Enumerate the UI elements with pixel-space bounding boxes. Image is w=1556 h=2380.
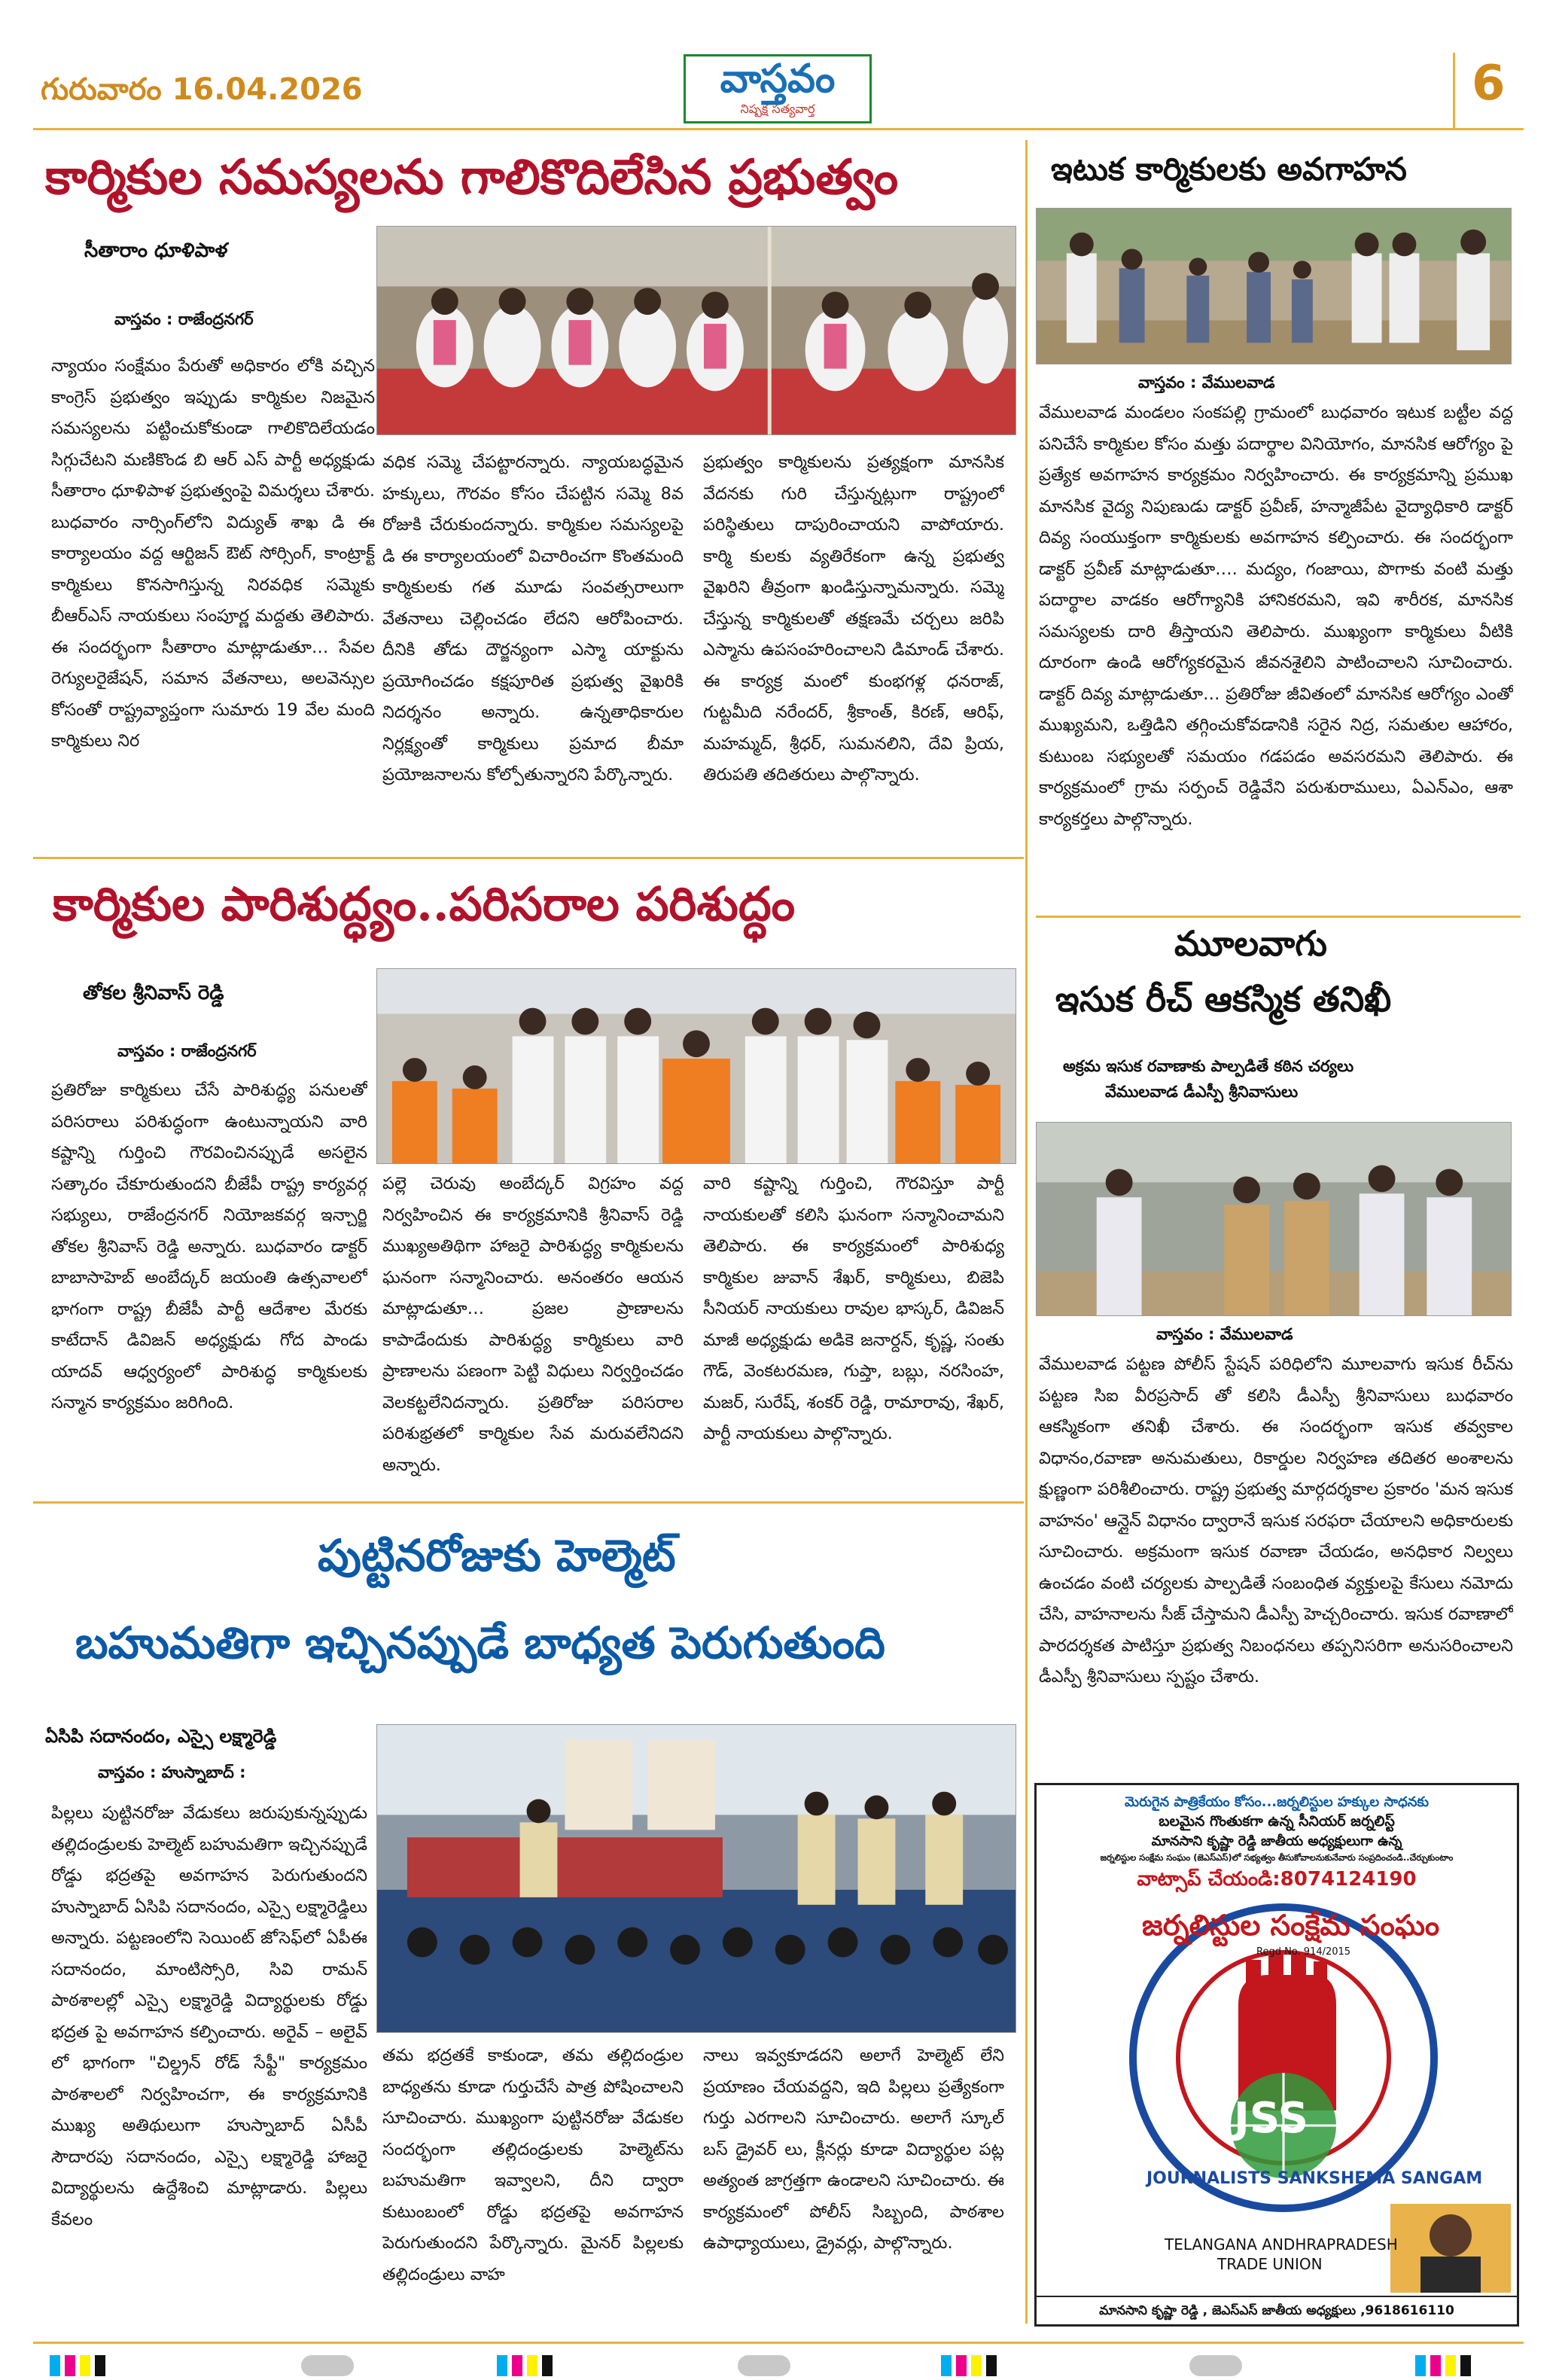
- swatch: [738, 2355, 790, 2376]
- swatch: [50, 2355, 60, 2376]
- ad-union-line1: TELANGANA ANDHRAPRADESH: [1165, 2235, 1398, 2254]
- swatch: [497, 2355, 507, 2376]
- swatch: [971, 2355, 982, 2376]
- logo-title: వాస్తవం: [720, 56, 836, 102]
- article5-headline-line1: పుట్టినరోజుకు హెల్మెట్: [318, 1530, 676, 1581]
- jss-advertisement: [1034, 1783, 1519, 2327]
- masthead-logo: [684, 54, 872, 123]
- swatch: [1430, 2355, 1441, 2376]
- article3-byline: తోకల శ్రీనివాస్ రెడ్డి: [83, 982, 224, 1004]
- swatch: [956, 2355, 967, 2376]
- article5-photo: [376, 1724, 1016, 2033]
- article1-col2: వధిక సమ్మె చేపట్టారన్నారు. న్యాయబద్ధమైన హక్కులు, గౌరవం కోసం చేపట్టిన సమ్మె 8వ రోజుకి చేరుకుందన్నారు. కార్మికుల సమస్యలపై డి ఈ కార్యాలయంలో విచారించగా కొంతమంది కార్మికులకు గత మూడు సంవత్సరాలుగా వేతనాలు చెల్లించడం లేదని ఆరోపించారు. దీనికి తోడు దౌర్జన్యంగా ఎస్మా యాక్టును ప్రయోగించడం కక్షపూరిత ప్రభుత్వ వైఖరికి నిదర్శనం అన్నారు. ఉన్నతాధికారుల నిర్లక్ష్యంతో కార్మికులు ప్రమాద బీమా ప్రయోజనాలను కోల్పోతున్నారని పేర్కొన్నారు.: [382, 453, 684, 785]
- ad-line3: మానసాని కృష్ణా రెడ్డి జాతీయ అధ్యక్షులుగా ఉన్న: [1151, 1833, 1402, 1849]
- swatch: [80, 2355, 90, 2376]
- article5-col1: పిల్లలు పుట్టినరోజు వేడుకలు జరుపుకున్నప్పుడు తల్లిదండ్రులకు హెల్మెట్ బహుమతిగా ఇచ్చినప్పుడే రోడ్డు భద్రతపై అవగాహన పెరుగుతుందని హుస్నాబాద్ ఏసిపి సదానందం, ఎస్సై లక్ష్మారెడ్డిలు అన్నారు. పట్టణంలోని సెయింట్ జోసెఫ్‌లో ఏపీఈ సదానందం, మాంటిస్సోరి, సివి రామన్ పాఠశాలల్లో ఎస్సై లక్ష్మారెడ్డి విద్యార్థులకు రోడ్డు భద్రత పై అవగాహన కల్పించారు. అరైవ్ – అలైవ్ లో భాగంగా "చిల్డ్రన్ రోడ్ సేఫ్టీ" కార్యక్రమం పాఠశాలలో నిర్వహించగా, ఈ కార్యక్రమానికి ముఖ్య అతిథులుగా హుస్నాబాద్ ఏసీపీ సౌదారపు సదానందం, ఎస్సై లక్ష్మారెడ్డి హాజరై విద్యార్థులను ఉద్దేశించి మాట్లాడారు. పిల్లలు కేవలం: [51, 1803, 367, 2229]
- page-number: 6: [1472, 56, 1506, 111]
- article1-rule: [33, 857, 1024, 859]
- ad-portrait: [1390, 2204, 1511, 2293]
- article1-col1: న్యాయం సంక్షేమం పేరుతో అధికారం లోకి వచ్చిన కాంగ్రెస్ ప్రభుత్వం ఇప్పుడు కార్మికుల నిజమైన సమస్యలను పట్టించుకోకుండా గాలికొదిలేయడం సిగ్గుచేటని మణికొండ బి ఆర్ ఎస్ పార్టీ అధ్యక్షుడు సీతారాం ధూళిపాళ ప్రభుత్వంపై విమర్శలు చేశారు. బుధవారం నార్సింగ్‌లోని విద్యుత్ శాఖ డి ఈ కార్యాలయం వద్ద ఆర్టిజన్ ఔట్ సోర్సింగ్, కాంట్రాక్ట్ కార్మికులు కొనసాగిస్తున్న నిరవధిక సమ్మెకు బీఆర్ఎస్ నాయకులు సంపూర్ణ మద్దతు తెలిపారు. ఈ సందర్భంగా సీతారాం మాట్లాడుతూ… సేవల రెగ్యులరైజేషన్, సమాన వేతనాలు, అలవెన్సుల కోసంతో రాష్ట్రవ్యాప్తంగా సుమారు 19 వేల మంది కార్మికులు నిర: [51, 356, 375, 751]
- print-registration-bar: [0, 2340, 1556, 2380]
- ad-regd: Regd No. 914/2015: [1256, 1946, 1351, 1958]
- issue-date: గురువారం 16.04.2026: [41, 72, 363, 107]
- swatch: [1415, 2355, 1426, 2376]
- ad-ring-text: JOURNALISTS SANKSHEMA SANGAM: [1146, 2169, 1483, 2188]
- article4-subhead2: వేములవాడ డీఎస్పీ శ్రీనివాసులు: [1105, 1083, 1299, 1101]
- article1-byline: సీతారాం ధూళిపాళ: [84, 239, 228, 262]
- article2-rule: [1036, 916, 1521, 918]
- swatch: [301, 2355, 354, 2376]
- logo-tagline: నిష్పక్ష సత్యవార్త: [740, 102, 815, 116]
- article5-col2: తమ భద్రతకే కాకుండా, తమ తల్లిదండ్రుల బాధ్యతను కూడా గుర్తుచేసే పాత్ర పోషించాలని సూచించారు. ముఖ్యంగా పుట్టినరోజు వేడుకల సందర్భంగా తల్లిదండ్రులకు హెల్మెట్‌ను బహుమతిగా ఇవ్వాలని, దీని ద్వారా కుటుంబంలో రోడ్డు భద్రతపై అవగాహన పెరుగుతుందని పేర్కొన్నారు. మైనర్ పిల్లలకు తల్లిదండ్రులు వాహ: [382, 2046, 684, 2284]
- article2-headline: ఇటుక కార్మికులకు అవగాహన: [1051, 151, 1407, 187]
- article4-photo: [1036, 1122, 1512, 1316]
- ad-jss-mark: JSS: [1234, 2094, 1308, 2143]
- article2-dateline: వాస్తవం : వేములవాడ: [1138, 373, 1275, 392]
- article3-photo: [376, 968, 1016, 1164]
- swatch: [986, 2355, 997, 2376]
- article3-headline: కార్మికుల పారిశుద్ధ్యం..పరిసరాల పరిశుద్ధం: [53, 876, 796, 931]
- article2-body: వేములవాడ మండలం సంకపల్లి గ్రామంలో బుధవారం ఇటుక బట్టీల వద్ద పనిచేసే కార్మికుల కోసం మత్తు పదార్థాల వినియోగం, మానసిక ఆరోగ్యం పై ప్రత్యేక అవగాహన కార్యక్రమం నిర్వహించారు. ఈ కార్యక్రమాన్ని ప్రముఖ మానసిక వైద్య నిపుణుడు డాక్టర్ ప్రవీణ్, హన్మాజీపేట వైద్యాధికారి డాక్టర్ దివ్య సంయుక్తంగా కార్మికులకు అవగాహన కల్పించారు. ఈ సందర్భంగా డాక్టర్ ప్రవీణ్ మాట్లాడుతూ…. మద్యం, గంజాయి, పొగాకు వంటి మత్తు పదార్థాల వాడకం ఆరోగ్యానికి హానికరమని, ఇవి శారీరక, మానసిక సమస్యలకు దారి తీస్తాయని తెలిపారు. ముఖ్యంగా కార్మికులు వీటికి దూరంగా ఉండి ఆరోగ్యకరమైన జీవనశైలిని పాటించాలని సూచించారు. డాక్టర్ దివ్య మాట్లాడుతూ… ప్రతిరోజు జీవితంలో మానసిక ఆరోగ్యం ఎంతో ముఖ్యమని, ఒత్తిడిని తగ్గించుకోవడానికి సరైన నిద్ర, సమతుల ఆహారం, కుటుంబ సభ్యులతో సమయం గడపడం అవసరమని తెలిపారు. ఈ కార్యక్రమంలో గ్రామ సర్పంచ్ రెడ్డివేని పరుశురాములు, ఏఎన్ఎం, ఆశా కార్యకర్తలు పాల్గొన్నారు.: [1039, 403, 1513, 829]
- article4-dateline: వాస్తవం : వేములవాడ: [1156, 1325, 1293, 1343]
- article5-dateline: వాస్తవం : హుస్నాబాద్ :: [98, 1763, 246, 1781]
- article3-col2: పల్లె చెరువు అంబేద్కర్ విగ్రహం వద్ద నిర్వహించిన ఈ కార్యక్రమానికి శ్రీనివాస్ రెడ్డి ముఖ్యఅతిథిగా హాజరై పారిశుద్ధ్య కార్మికులను ఘనంగా సన్మానించారు. అనంతరం ఆయన మాట్లాడుతూ… ప్రజల ప్రాణాలను కాపాడేందుకు పారిశుద్ధ్య కార్మికులు వారి ప్రాణాలను పణంగా పెట్టి విధులు నిర్వర్తించడం వెలకట్టలేనిదన్నారు. ప్రతిరోజు పరిసరాల పరిశుభ్రతలో కార్మికుల సేవ మరువలేనిదని అన్నారు.: [382, 1174, 684, 1475]
- swatch: [95, 2355, 105, 2376]
- article5-col3: నాలు ఇవ్వకూడదని అలాగే హెల్మెట్ లేని ప్రయాణం చేయవద్దని, ఇది పిల్లలు ప్రత్యేకంగా గుర్తు ఎరగాలని సూచించారు. అలాగే స్కూల్ బస్ డ్రైవర్ లు, క్లీనర్లు కూడా విద్యార్థుల పట్ల అత్యంత జాగ్రత్తగా ఉండాలని సూచించారు. ఈ కార్యక్రమంలో పోలీస్ సిబ్బంది, పాఠశాల ఉపాధ్యాయులు, డ్రైవర్లు, పాల్గొన్నారు.: [703, 2046, 1004, 2253]
- column-divider: [1025, 140, 1028, 2324]
- ad-footer: మానసాని కృష్ణా రెడ్డి , జెఎస్ఎస్ జాతీయ అధ్యక్షులు ,9618616110: [1037, 2296, 1517, 2324]
- article4-headline-line2: ఇసుక రీచ్ ఆకస్మిక తనిఖీ: [1055, 979, 1392, 1019]
- swatch: [512, 2355, 522, 2376]
- article2-photo: [1036, 208, 1512, 364]
- article4-body: వేములవాడ పట్టణ పోలీస్ స్టేషన్ పరిధిలోని మూలవాగు ఇసుక రీచ్‌ను పట్టణ సిఐ వీరప్రసాద్ తో కలిసి డీఎస్పీ శ్రీనివాసులు బుధవారం ఆకస్మికంగా తనిఖీ చేశారు. ఈ సందర్భంగా ఇసుక తవ్వకాల విధానం,రవాణా అనుమతులు, రికార్డుల నిర్వహణ తదితర అంశాలను క్షుణ్ణంగా పరిశీలించారు. రాష్ట్ర ప్రభుత్వ మార్గదర్శకాల ప్రకారం 'మన ఇసుక వాహనం' ఆన్లైన్ విధానం ద్వారానే ఇసుక సరఫరా చేయాలని అధికారులకు సూచించారు. అక్రమంగా ఇసుక రవాణా చేయడం, అనధికార నిల్వలు ఉంచడం వంటి చర్యలకు పాల్పడితే సంబంధిత వ్యక్తులపై కేసులు నమోదు చేసి, వాహనాలను సీజ్ చేస్తామని డీఎస్పీ హెచ్చరించారు. ఇసుక రవాణాలో పారదర్శకత పాటిస్తూ ప్రభుత్వ నిబంధనలు తప్పనిసరిగా అనుసరించాలని డీఎస్పీ శ్రీనివాసులు స్పష్టం చేశారు.: [1039, 1355, 1513, 1687]
- article5-headline-line2: బహుమతిగా ఇచ్చినప్పుడే బాధ్యత పెరుగుతుంది: [75, 1617, 885, 1668]
- article4-headline-line1: మూలవాగు: [1174, 923, 1327, 964]
- footer-rule: [33, 2342, 1524, 2344]
- swatch: [941, 2355, 952, 2376]
- article1-headline: కార్మికుల సమస్యలను గాలికొదిలేసిన ప్రభుత్వం: [45, 149, 899, 206]
- article5-byline: ఏసిపి సదానందం, ఎస్సై లక్ష్మారెడ్డి: [45, 1726, 277, 1747]
- swatch: [527, 2355, 537, 2376]
- article3-dateline: వాస్తవం : రాజేంద్రనగర్: [117, 1042, 257, 1060]
- header-divider: [1453, 53, 1455, 128]
- header-rule: [33, 128, 1524, 130]
- ad-union-line2: TRADE UNION: [1217, 2255, 1323, 2273]
- swatch: [1460, 2355, 1471, 2376]
- swatch: [1189, 2355, 1242, 2376]
- article3-col1: ప్రతిరోజు కార్మికులు చేసే పారిశుద్ధ్య పనులతో పరిసరాలు పరిశుద్ధంగా ఉంటున్నాయని వారి కష్టాన్ని గుర్తించి గౌరవించినప్పుడే అసలైన సత్కారం చేకూరుతుందని బీజేపీ రాష్ట్ర కార్యవర్గ సభ్యులు, రాజేంద్రనగర్ నియోజకవర్గ ఇన్చార్జి తోకల శ్రీనివాస్ రెడ్డి అన్నారు. బుధవారం డాక్టర్ బాబాసాహెబ్ అంబేద్కర్ జయంతి ఉత్సవాలలో భాగంగా రాష్ట్ర బీజేపీ పార్టీ ఆదేశాల మేరకు కాటేదాన్ డివిజన్ అధ్యక్షుడు గోద పాండు యాదవ్ ఆధ్వర్యంలో పారిశుద్ధ కార్మికులకు సన్మాన కార్యక్రమం జరిగింది.: [51, 1080, 367, 1412]
- article1-photo: [376, 226, 1016, 435]
- ad-whatsapp: వాట్సాప్ చేయండి:8074124190: [1137, 1868, 1417, 1891]
- ad-arc-text: జర్నలిస్టుల సంక్షేమ సంఘం: [1142, 1909, 1440, 1942]
- swatch: [542, 2355, 553, 2376]
- article1-col3: ప్రభుత్వం కార్మికులను ప్రత్యక్షంగా మానసిక వేదనకు గురి చేస్తున్నట్లుగా రాష్ట్రంలో పరిస్థితులు దాపురించాయని వాపోయారు. కార్మి కులకు వ్యతిరేకంగా ఉన్న ప్రభుత్వ వైఖరిని తీవ్రంగా ఖండిస్తున్నామన్నారు. సమ్మె చేస్తున్న కార్మికులతో తక్షణమే చర్చలు జరిపి ఎస్మాను ఉపసంహరించాలని డిమాండ్ చేశారు. ఈ కార్యక్ర మంలో కుంభగళ్ల ధనరాజ్, గుట్టమీది నరేందర్, శ్రీకాంత్, కిరణ్, ఆరిఫ్, మహమ్మద్, శ్రీధర్, సుమనలిని, దేవి ప్రియ, తిరుపతి తదితరులు పాల్గొన్నారు.: [703, 453, 1004, 785]
- article3-rule: [33, 1501, 1024, 1504]
- swatch: [65, 2355, 75, 2376]
- article3-col3: వారి కష్టాన్ని గుర్తించి, గౌరవిస్తూ పార్టీ నాయకులతో కలిసి ఘనంగా సన్మానించామని తెలిపారు. ఈ కార్యక్రమంలో పారిశుధ్య కార్మికుల జువాన్ శేఖర్, కార్మికులు, బిజెపి సీనియర్ నాయకులు రావుల భాస్కర్, డివిజన్ మాజీ అధ్యక్షుడు అడికె జనార్దన్, కృష్ణ, సంతు గౌడ్, వెంకటరమణ, గుప్తా, బబ్లు, నరసింహ, మజర్, సురేష్, శంకర్ రెడ్డి, రామారావు, శేఖర్, పార్టీ నాయకులు పాల్గొన్నారు.: [703, 1174, 1004, 1443]
- swatch: [1445, 2355, 1456, 2376]
- article4-subhead1: అక్రమ ఇసుక రవాణాకు పాల్పడితే కఠిన చర్యలు: [1063, 1057, 1354, 1075]
- article1-dateline: వాస్తవం : రాజేంద్రనగర్: [114, 310, 254, 328]
- ad-line2: బలమైన గొంతుకగా ఉన్న సీనియర్ జర్నలిస్ట్: [1159, 1813, 1395, 1830]
- ad-line1: మెరుగైన పాత్రికేయం కోసం...జర్నలిస్టుల హక్కుల సాధనకు: [1125, 1794, 1429, 1810]
- ad-line4: జర్నలిస్టుల సంక్షేమ సంఘం (జెఎస్ఎస్)లో సభ్యత్వం తీసుకోవాలనుకునేవారు సంప్రదించండి..చేర్చుకుంటాం: [1100, 1852, 1454, 1863]
